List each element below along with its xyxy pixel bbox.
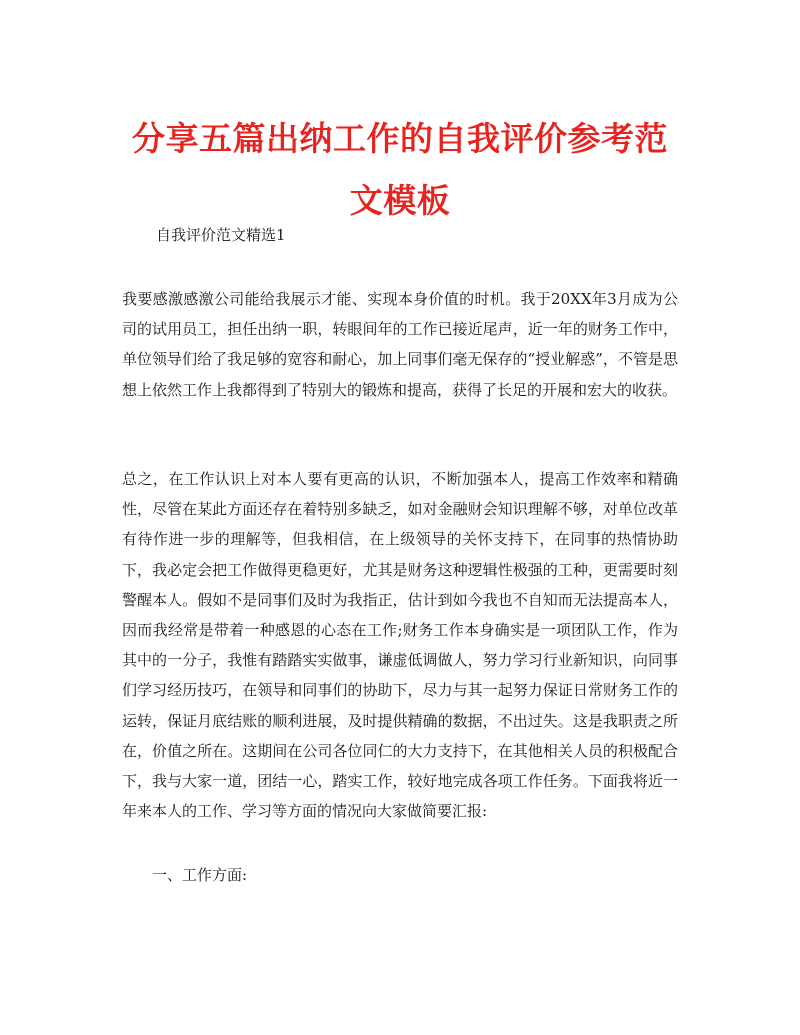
paragraph-summary: 总之，在工作认识上对本人要有更高的认识，不断加强本人，提高工作效率和精确性，尽管在某此方面还存在着特别多缺乏，如对金融财会知识理解不够，对单位改革有待作进一步的理解等，但我相信，在上级领导的关怀支持下，在同事的热情协助下，我必定会把工作做得更稳更好，尤其是财务这种逻辑性极强的工种，更需要时刻警醒本人。假如不是同事们及时为我指正，估计到如今我也不自知而无法提高本人，因而我经常是带着一种感恩的心态在工作;财务工作本身确实是一项团队工作，作为其中的一分子，我惟有踏踏实实做事，谦虚低调做人，努力学习行业新知识，向同事们学习经历技巧，在领导和同事们的协助下，尽力与其一起努力保证日常财务工作的运转，保证月底结账的顺利进展，及时提供精确的数据，不出过失。这是我职责之所在，价值之所在。这期间在公司各位同仁的大力支持下，在其他相关人员的积极配合下，我与大家一道，团结一心，踏实工作，较好地完成各项工作任务。下面我将近一年来本人的工作、学习等方面的情况向大家做简要汇报: [122,470,678,821]
document-subtitle: 自我评价范文精选1 [156,226,286,244]
section-heading: 一、工作方面: [152,866,248,884]
paragraph-intro: 我要感激感激公司能给我展示才能、实现本身价值的时机。我于20XX年3月成为公司的试用员工，担任出纳一职，转眼间年的工作已接近尾声，近一年的财务工作中，单位领导们给了我足够的宽容和耐心，加上同事们毫无保存的“授业解惑”，不管是思想上依然工作上我都得到了特别大的锻炼和提高，获得了长足的开展和宏大的收获。 [122,290,678,399]
document-title: 分享五篇出纳工作的自我评价参考范文模板 [132,119,668,220]
